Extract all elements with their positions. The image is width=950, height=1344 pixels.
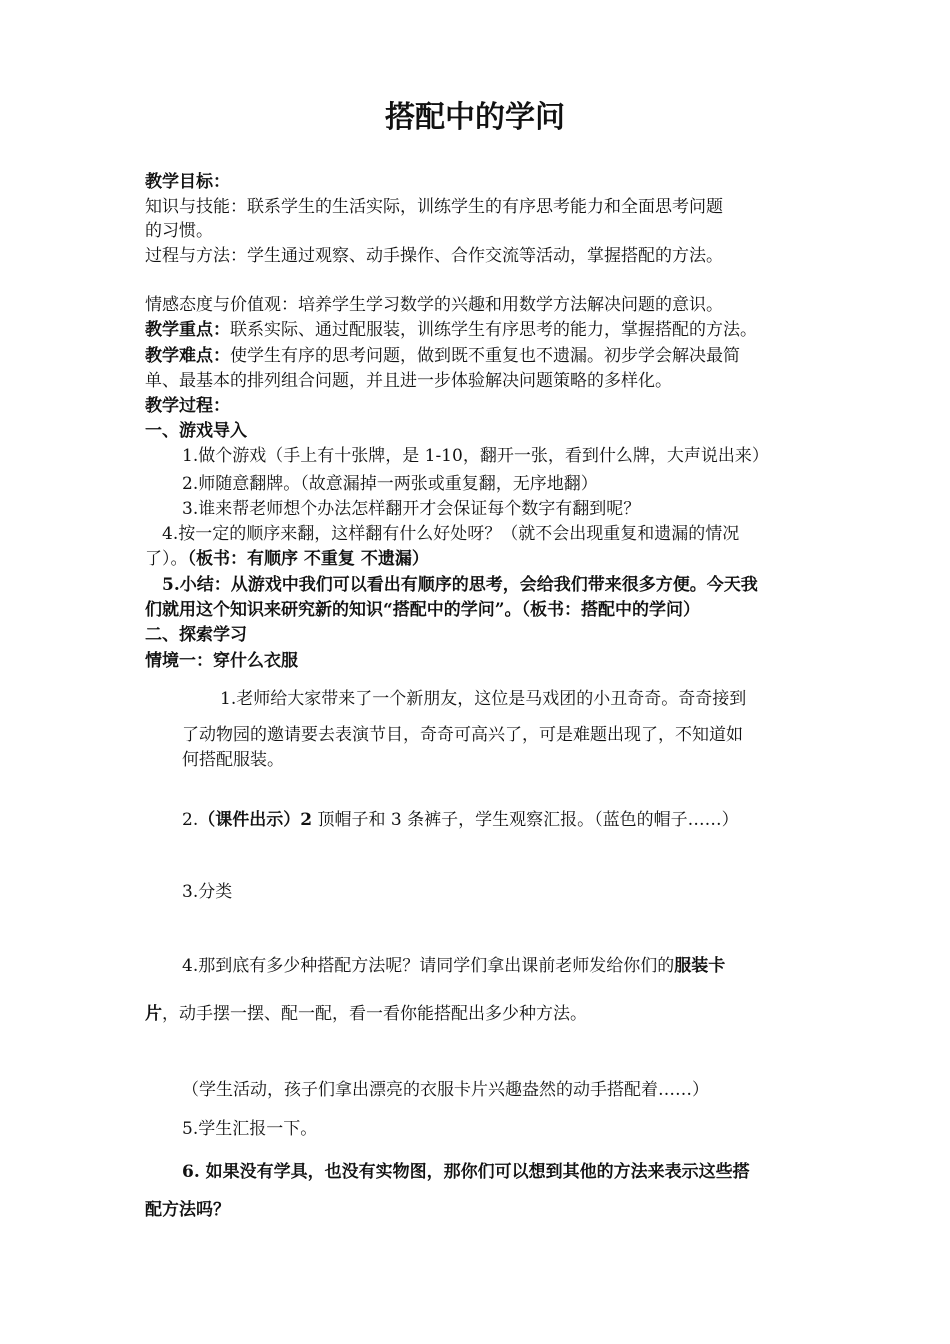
game-step-1: 1.做个游戏（手上有十张牌，是 1-10，翻开一张，看到什么牌，大声说出来） <box>182 446 769 466</box>
key-points-label: 教学重点： <box>145 320 230 340</box>
difficulty-text-1: 使学生有序的思考问题，做到既不重复也不遗漏。初步学会解决最简 <box>230 346 740 366</box>
explore-step-4-text: 4.那到底有多少种搭配方法呢？请同学们拿出课前老师发给你们的 <box>182 956 675 976</box>
explore-step-3: 3.分类 <box>182 882 233 902</box>
explore-step-1-line-2: 了动物园的邀请要去表演节目，奇奇可高兴了，可是难题出现了，不知道如 <box>182 725 743 745</box>
process-method: 过程与方法：学生通过观察、动手操作、合作交流等活动，掌握搭配的方法。 <box>145 246 723 266</box>
explore-step-2-courseware: （课件出示）2 <box>198 810 313 830</box>
emotion-values: 情感态度与价值观：培养学生学习数学的兴趣和用数学方法解决问题的意识。 <box>145 295 723 315</box>
scenario-heading-1: 情境一：穿什么衣服 <box>145 651 298 671</box>
explore-step-2-number: 2. <box>182 810 199 830</box>
game-summary-line-2: 们就用这个知识来研究新的知识“搭配中的学问”。（板书：搭配中的学问） <box>145 600 701 620</box>
knowledge-skills-line-1: 知识与技能：联系学生的生活实际，训练学生的有序思考能力和全面思考问题 <box>145 197 723 217</box>
game-step-4-line-1: 4.按一定的顺序来翻，这样翻有什么好处呀？（就不会出现重复和遗漏的情况 <box>162 524 740 544</box>
section-heading-1: 一、游戏导入 <box>145 421 247 441</box>
document-title: 搭配中的学问 <box>385 100 565 135</box>
explore-step-1-line-1: 1.老师给大家带来了一个新朋友，这位是马戏团的小丑奇奇。奇奇接到 <box>220 689 747 709</box>
game-step-2: 2.师随意翻牌。（故意漏掉一两张或重复翻，无序地翻） <box>182 474 598 494</box>
explore-step-6-line-1: 6. 如果没有学具，也没有实物图，那你们可以想到其他的方法来表示这些搭 <box>182 1162 750 1182</box>
explore-step-4-line-2 <box>145 1002 587 1026</box>
game-step-3: 3.谁来帮老师想个办法怎样翻开才会保证每个数字有翻到呢？ <box>182 499 641 519</box>
student-activity: （学生活动，孩子们拿出漂亮的衣服卡片兴趣盎然的动手搭配着……） <box>182 1080 709 1100</box>
difficulty-line-2: 单、最基本的排列组合问题，并且进一步体验解决问题策略的多样化。 <box>145 371 672 391</box>
section-heading-2: 二、探索学习 <box>145 625 247 645</box>
clothing-cards-term: 服装卡 <box>674 956 726 976</box>
explore-step-1-line-3: 何搭配服装。 <box>182 750 284 770</box>
knowledge-skills-line-2: 的习惯。 <box>145 221 213 241</box>
process-heading: 教学过程： <box>145 396 230 416</box>
difficulty-line-1 <box>145 344 740 368</box>
game-step-4-line-2 <box>145 547 429 571</box>
key-points <box>145 318 757 342</box>
explore-step-4-line-1 <box>182 954 725 978</box>
key-points-text: 联系实际、通过配服装，训练学生有序思考的能力，掌握搭配的方法。 <box>230 320 757 340</box>
explore-step-2 <box>182 808 739 832</box>
explore-step-2-text: 顶帽子和 3 条裤子，学生观察汇报。（蓝色的帽子……） <box>312 810 739 830</box>
explore-step-5: 5.学生汇报一下。 <box>182 1119 318 1139</box>
game-summary-line-1: 5.小结：从游戏中我们可以看出有顺序的思考，会给我们带来很多方便。今天我 <box>162 575 758 595</box>
objectives-heading: 教学目标： <box>145 172 230 192</box>
explore-step-6-line-2: 配方法吗？ <box>145 1200 230 1220</box>
blackboard-note-1: （板书：有顺序 不重复 不遗漏） <box>187 549 429 569</box>
difficulty-label: 教学难点： <box>145 346 230 366</box>
game-step-4-end: 了）。 <box>145 549 188 569</box>
explore-step-4-text-2: ，动手摆一摆、配一配，看一看你能搭配出多少种方法。 <box>162 1004 587 1024</box>
clothing-cards-term-end: 片 <box>145 1004 162 1024</box>
